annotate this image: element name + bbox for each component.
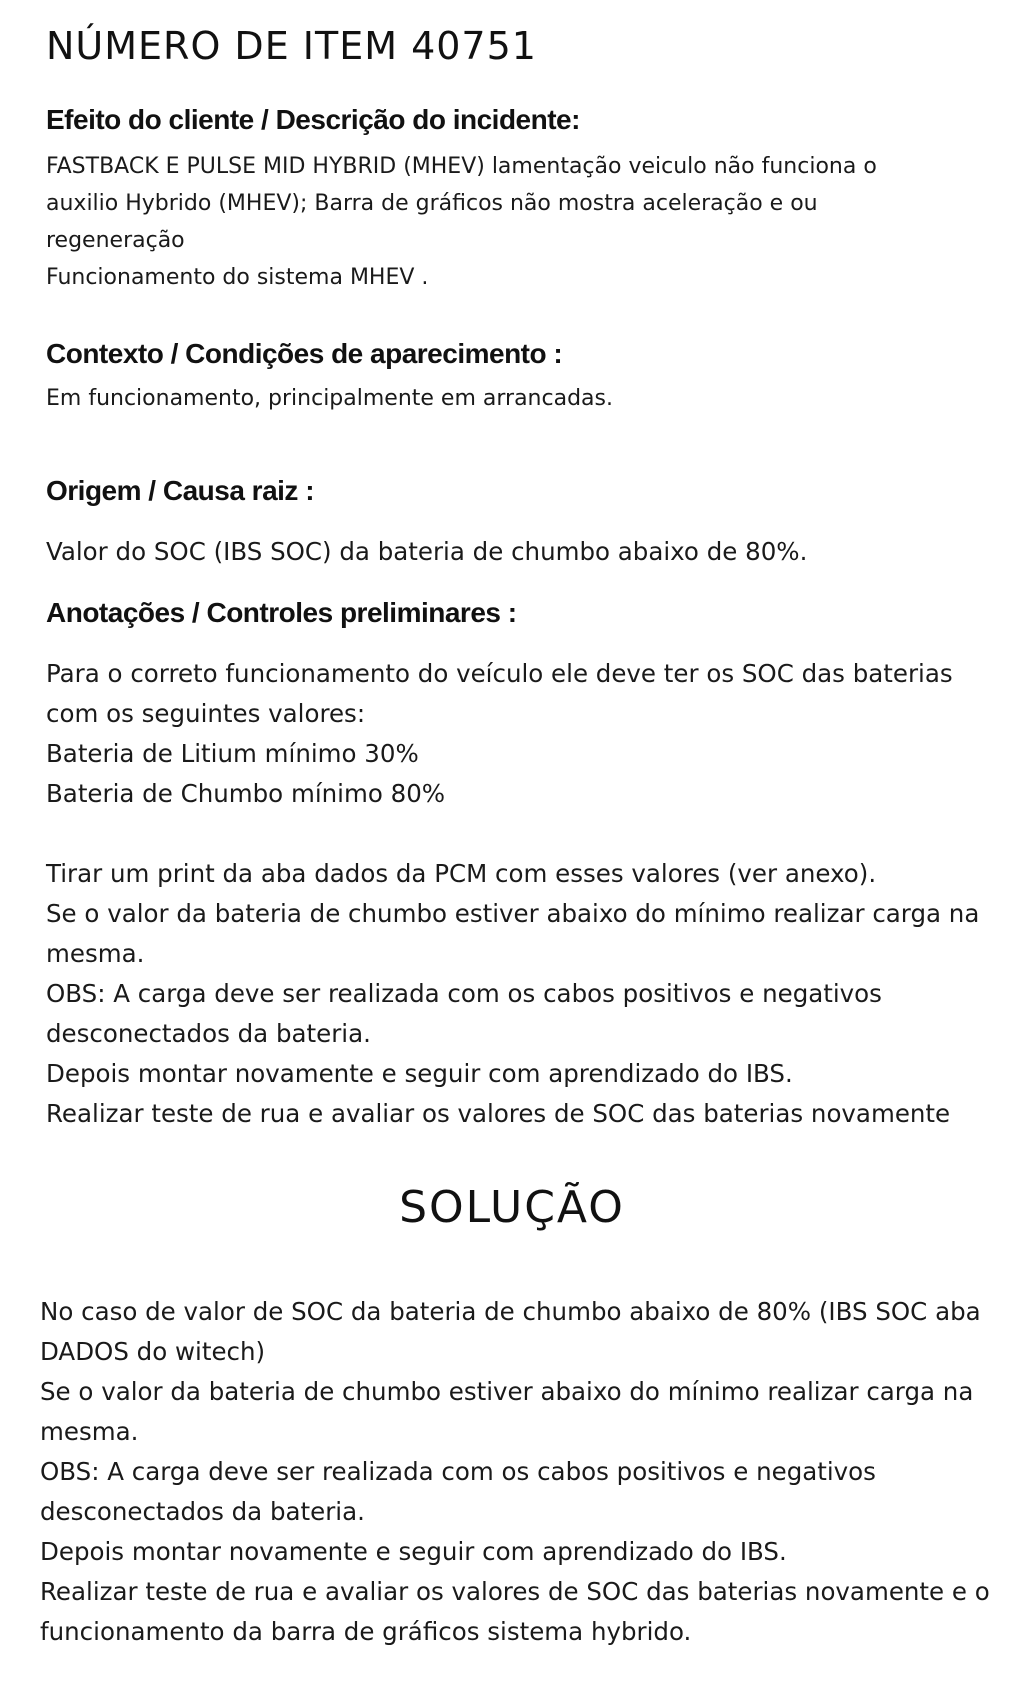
- solucao-line: Depois montar novamente e seguir com aprendizado do IBS.: [40, 1537, 787, 1566]
- contexto-line: Em funcionamento, principalmente em arrancadas.: [46, 386, 613, 411]
- origem-line: Valor do SOC (IBS SOC) da bateria de chumbo abaixo de 80%.: [46, 537, 808, 566]
- anotacoes-line: Bateria de Litium mínimo 30%: [46, 739, 419, 768]
- efeito-line: FASTBACK E PULSE MID HYBRID (MHEV) lamentação veiculo não funciona o: [46, 154, 877, 179]
- anotacoes-line: Realizar teste de rua e avaliar os valores de SOC das baterias novamente: [46, 1099, 951, 1128]
- anotacoes-text: [46, 654, 996, 1134]
- anotacoes-line: Depois montar novamente e seguir com aprendizado do IBS.: [46, 1059, 793, 1088]
- solucao-text: [40, 1292, 1020, 1652]
- anotacoes-line: desconectados da bateria.: [46, 1019, 371, 1048]
- origem-text: [46, 532, 996, 572]
- contexto-text: [46, 380, 996, 417]
- anotacoes-line: Se o valor da bateria de chumbo estiver abaixo do mínimo realizar carga na: [46, 899, 980, 928]
- solucao-line: DADOS do witech): [40, 1337, 266, 1366]
- efeito-heading: Efeito do cliente / Descrição do incidente:: [46, 104, 580, 135]
- anotacoes-heading: Anotações / Controles preliminares :: [46, 597, 517, 628]
- efeito-text: [46, 148, 996, 296]
- anotacoes-line: Para o correto funcionamento do veículo ele deve ter os SOC das baterias: [46, 659, 953, 688]
- efeito-line: Funcionamento do sistema MHEV .: [46, 265, 429, 290]
- anotacoes-line: com os seguintes valores:: [46, 699, 366, 728]
- anotacoes-line: mesma.: [46, 939, 145, 968]
- paragraph-gap: [46, 814, 996, 854]
- solucao-line: Se o valor da bateria de chumbo estiver abaixo do mínimo realizar carga na: [40, 1377, 974, 1406]
- anotacoes-line: OBS: A carga deve ser realizada com os cabos positivos e negativos: [46, 979, 882, 1008]
- solucao-line: Realizar teste de rua e avaliar os valores de SOC das baterias novamente e o: [40, 1577, 990, 1606]
- anotacoes-line: Bateria de Chumbo mínimo 80%: [46, 779, 446, 808]
- solucao-line: desconectados da bateria.: [40, 1497, 365, 1526]
- solucao-line: OBS: A carga deve ser realizada com os cabos positivos e negativos: [40, 1457, 876, 1486]
- anotacoes-line: Tirar um print da aba dados da PCM com esses valores (ver anexo).: [46, 859, 877, 888]
- solucao-line: No caso de valor de SOC da bateria de chumbo abaixo de 80% (IBS SOC aba: [40, 1297, 981, 1326]
- origem-heading: Origem / Causa raiz :: [46, 475, 315, 506]
- efeito-line: auxilio Hybrido (MHEV); Barra de gráficos não mostra aceleração e ou: [46, 191, 818, 216]
- solucao-title: SOLUÇÃO: [399, 1182, 625, 1233]
- solucao-line: mesma.: [40, 1417, 139, 1446]
- solucao-line: funcionamento da barra de gráficos sistema hybrido.: [40, 1617, 692, 1646]
- page-title: NÚMERO DE ITEM 40751: [46, 24, 537, 68]
- contexto-heading: Contexto / Condições de aparecimento :: [46, 338, 563, 369]
- efeito-line: regeneração: [46, 228, 185, 253]
